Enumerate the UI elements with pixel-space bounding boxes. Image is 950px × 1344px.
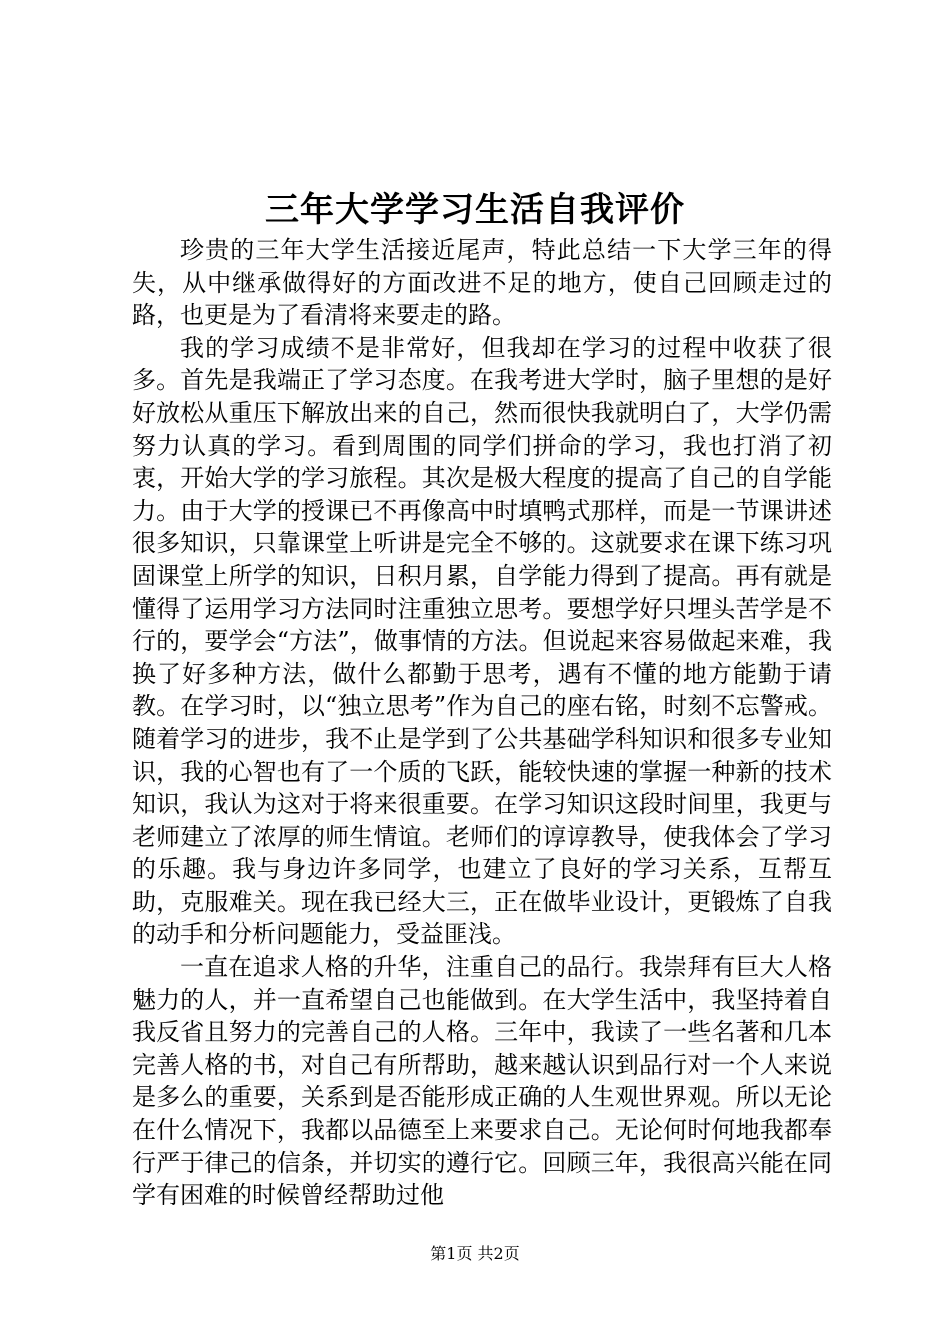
paragraph-study: 我的学习成绩不是非常好，但我却在学习的过程中收获了很多。首先是我端正了学习态度。在我考进大学时，脑子里想的是好好放松从重压下解放出来的自己，然而很快我就明白了，大学仍需努力认真的学习。看到周围的同学们拼命的学习，我也打消了初衷，开始大学的学习旅程。其次是极大程度的提高了自己的自学能力。由于大学的授课已不再像高中时填鸭式那样，而是一节课讲述很多知识，只靠课堂上听讲是完全不够的。这就要求在课下练习巩固课堂上所学的知识，日积月累，自学能力得到了提高。再有就是懂得了运用学习方法同时注重独立思考。要想学好只埋头苦学是不行的，要学会“方法”，做事情的方法。但说起来容易做起来难，我换了好多种方法，做什么都勤于思考，遇有不懂的地方能勤于请教。在学习时，以“独立思考”作为自己的座右铭，时刻不忘警戒。随着学习的进步，我不止是学到了公共基础学科知识和很多专业知识，我的心智也有了一个质的飞跃，能较快速的掌握一种新的技术知识，我认为这对于将来很重要。在学习知识这段时间里，我更与老师建立了浓厚的师生情谊。老师们的谆谆教导，使我体会了学习的乐趣。我与身边许多同学，也建立了良好的学习关系，互帮互助，克服难关。现在我已经大三，正在做毕业设计，更锻炼了自我的动手和分析问题能力，受益匪浅。 bbox=[132, 333, 832, 949]
paragraph-intro: 珍贵的三年大学生活接近尾声，特此总结一下大学三年的得失，从中继承做得好的方面改进不足的地方，使自己回顾走过的路，也更是为了看清将来要走的路。 bbox=[132, 236, 832, 330]
document-body bbox=[132, 234, 832, 1212]
paragraph-character: 一直在追求人格的升华，注重自己的品行。我崇拜有巨大人格魅力的人，并一直希望自己也能做到。在大学生活中，我坚持着自我反省且努力的完善自己的人格。三年中，我读了一些名著和几本完善人格的书，对自己有所帮助，越来越认识到品行对一个人来说是多么的重要，关系到是否能形成正确的人生观世界观。所以无论在什么情况下，我都以品德至上来要求自己。无论何时何地我都奉行严于律己的信条，并切实的遵行它。回顾三年，我很高兴能在同学有困难的时候曾经帮助过他 bbox=[132, 953, 832, 1210]
document-title: 三年大学学习生活自我评价 bbox=[265, 190, 685, 230]
page-number-footer: 第1页 共2页 bbox=[430, 1244, 520, 1263]
